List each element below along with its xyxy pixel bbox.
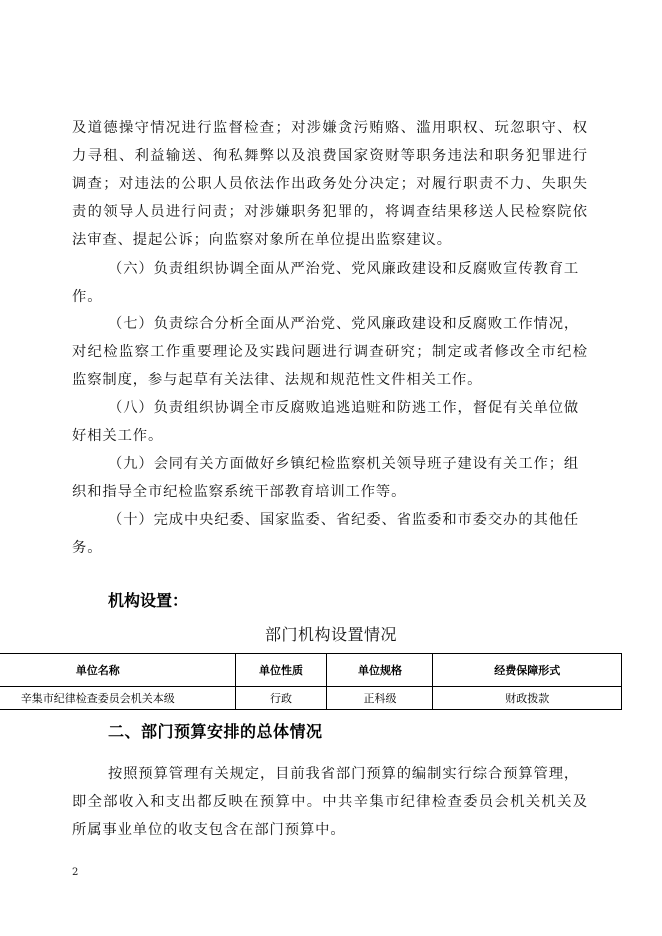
text-line: 监察制度，参与起草有关法律、法规和规范性文件相关工作。 xyxy=(72,372,483,388)
text-line: 务。 xyxy=(72,540,103,556)
table-row xyxy=(0,687,622,710)
text-line: （六）负责组织协调全面从严治党、党风廉政建设和反腐败宣传教育工 xyxy=(108,261,580,277)
org-setup-heading: 机构设置： xyxy=(108,591,189,610)
table-header-row xyxy=(0,654,622,687)
text-line: 所属事业单位的收支包含在部门预算中。 xyxy=(72,822,346,838)
cell-funding-form: 财政拨款 xyxy=(433,687,622,710)
text-line: 按照预算管理有关规定，目前我省部门预算的编制实行综合预算管理， xyxy=(108,766,580,782)
text-line: 责的领导人员进行问责；对涉嫌职务犯罪的，将调查结果移送人民检察院依 xyxy=(72,204,588,220)
text-line: 织和指导全市纪检监察系统干部教育培训工作等。 xyxy=(72,484,407,500)
cell-unit-nature: 行政 xyxy=(235,687,327,710)
text-line: 对纪检监察工作重要理论及实践问题进行调查研究；制定或者修改全市纪检 xyxy=(72,344,588,360)
text-line: 法审查、提起公诉；向监察对象所在单位提出监察建议。 xyxy=(72,232,452,248)
text-line: （九）会同有关方面做好乡镇纪检监察机关领导班子建设有关工作；组 xyxy=(108,456,580,472)
header-unit-level: 单位规格 xyxy=(327,654,433,687)
text-line: 好相关工作。 xyxy=(72,428,164,444)
page-number: 2 xyxy=(72,867,79,878)
text-line: 作。 xyxy=(72,289,103,305)
header-funding-form: 经费保障形式 xyxy=(433,654,622,687)
text-line: 力寻租、利益输送、徇私舞弊以及浪费国家资财等职务违法和职务犯罪进行 xyxy=(72,148,588,164)
header-unit-nature: 单位性质 xyxy=(235,654,327,687)
cell-unit-level: 正科级 xyxy=(327,687,433,710)
text-line: 即全部收入和支出都反映在预算中。中共辛集市纪律检查委员会机关机关及 xyxy=(72,794,588,810)
text-line: 调查；对违法的公职人员依法作出政务处分决定；对履行职责不力、失职失 xyxy=(72,176,588,192)
text-line: 及道德操守情况进行监督检查；对涉嫌贪污贿赂、滥用职权、玩忽职守、权 xyxy=(72,120,588,136)
text-line: （八）负责组织协调全市反腐败追逃追赃和防逃工作，督促有关单位做 xyxy=(108,400,580,416)
text-line: （七）负责综合分析全面从严治党、党风廉政建设和反腐败工作情况， xyxy=(108,316,580,332)
table-caption: 部门机构设置情况 xyxy=(264,625,397,644)
cell-unit-name: 辛集市纪律检查委员会机关本级 xyxy=(0,687,235,710)
org-table xyxy=(0,653,622,710)
text-line: （十）完成中央纪委、国家监委、省纪委、省监委和市委交办的其他任 xyxy=(108,512,580,528)
budget-section-heading: 二、部门预算安排的总体情况 xyxy=(108,722,323,741)
header-unit-name: 单位名称 xyxy=(0,654,235,687)
